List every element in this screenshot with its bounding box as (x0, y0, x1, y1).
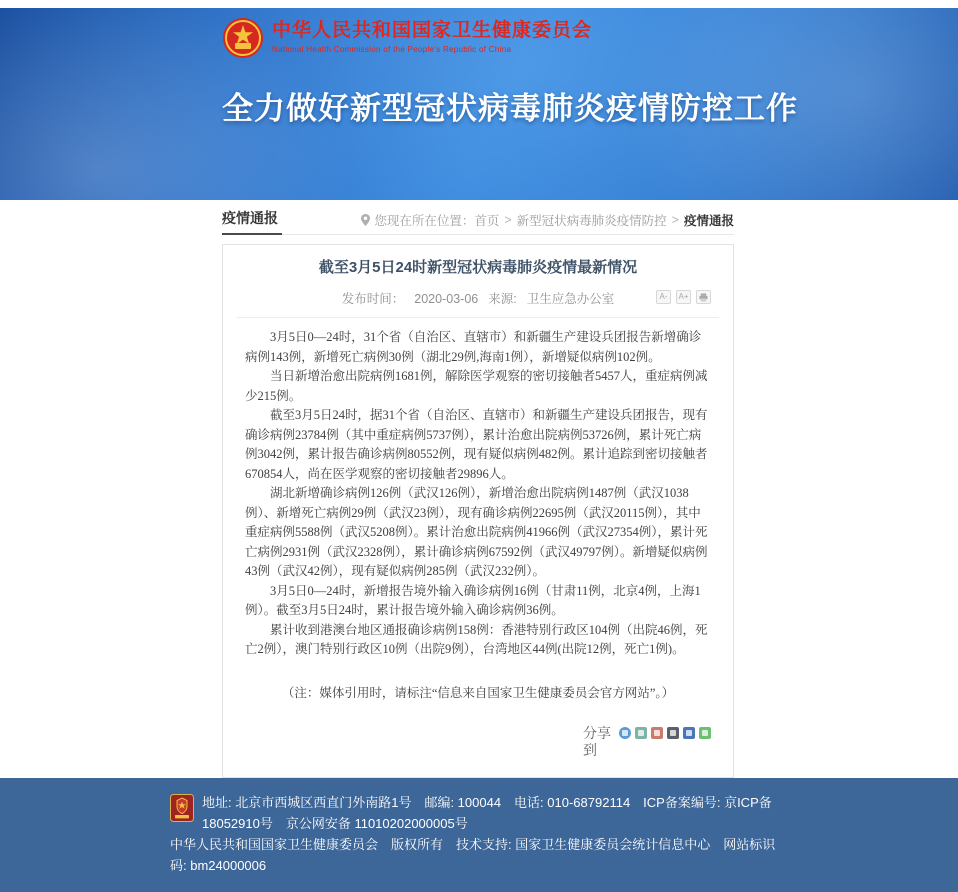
public-security-badge-icon (170, 794, 194, 822)
font-smaller-button[interactable]: A- (656, 290, 671, 304)
page-footer (0, 778, 958, 892)
breadcrumb-separator: > (504, 213, 512, 227)
paragraph: 3月5日0—24时，新增报告境外输入确诊病例16例（甘肃11例，北京4例，上海1例）。截至3月5日24时，累计报告境外输入确诊病例36例。 (245, 583, 701, 617)
breadcrumb (361, 211, 734, 229)
print-button[interactable] (696, 290, 711, 304)
publish-label: 发布时间： (341, 292, 405, 306)
national-emblem-icon (222, 17, 264, 59)
site-logo[interactable] (222, 17, 742, 59)
org-name-en: National Health Commission of the People's Republic of China (272, 45, 512, 54)
share-icons (619, 727, 711, 739)
tab-epidemic-bulletin[interactable]: 疫情通报 (222, 208, 282, 235)
breadcrumb-separator: > (671, 213, 679, 227)
location-pin-icon (361, 214, 370, 226)
article-box (222, 244, 734, 778)
paragraph: 截至3月5日24时，据31个省（自治区、直辖市）和新疆生产建设兵团报告，现有确诊病例23784例（其中重症病例5737例），累计治愈出院病例53726例，累计死亡病例3042例，累计报告确诊病例80552例，现有疑似病例482例。累计追踪到密切接触者670854人，尚在医学观察的密切接触者29896人。 (245, 408, 708, 481)
article-body (245, 328, 711, 703)
share-icon[interactable] (667, 727, 679, 739)
breadcrumb-home[interactable]: 首页 (474, 214, 500, 228)
citation-note: （注：媒体引用时，请标注“信息来自国家卫生健康委员会官方网站”。） (281, 685, 675, 700)
source-label: 来源: (488, 292, 517, 306)
article-tools (656, 290, 711, 304)
share-label: 分享到 (583, 725, 611, 758)
breadcrumb-row (222, 208, 734, 235)
paragraph: 湖北新增确诊病例126例（武汉126例），新增治愈出院病例1487例（武汉1038例）、新增死亡病例29例（武汉23例），现有确诊病例22695例（武汉20115例），其中重症病例5588例（武汉5208例）。累计治愈出院病例41966例（武汉27354例），累计死亡病例2931例（武汉2328例），累计确诊病例67592例（武汉49797例）。新增疑似病例43例（武汉42例），现有疑似病例285例（武汉232例）。 (245, 486, 708, 578)
footer-line2: 中华人民共和国国家卫生健康委员会 版权所有 技术支持: 国家卫生健康委员会统计信息中心 网站标识码: bm24000006 (170, 837, 776, 873)
source-value: 卫生应急办公室 (526, 292, 615, 306)
breadcrumb-section[interactable]: 新型冠状病毒肺炎疫情防控 (516, 214, 667, 228)
location-prefix: 您现在所在位置： (374, 214, 475, 228)
banner-title: 全力做好新型冠状病毒肺炎疫情防控工作 (222, 91, 798, 126)
content-column (222, 200, 734, 778)
top-strip (0, 0, 958, 8)
article-title: 截至3月5日24时新型冠状病毒肺炎疫情最新情况 (318, 259, 638, 276)
paragraph: 当日新增治愈出院病例1681例，解除医学观察的密切接触者5457人，重症病例减少215例。 (245, 369, 708, 403)
share-icon[interactable] (651, 727, 663, 739)
publish-date: 2020-03-06 (414, 292, 479, 306)
header-banner (0, 8, 958, 200)
share-row (245, 725, 711, 759)
paragraph: 累计收到港澳台地区通报确诊病例158例：香港特别行政区104例（出院46例，死亡2例），澳门特别行政区10例（出院9例），台湾地区44例(出院12例，死亡1例)。 (245, 622, 708, 656)
divider (237, 317, 719, 318)
org-name-cn: 中华人民共和国国家卫生健康委员会 (272, 20, 593, 41)
font-larger-button[interactable]: A+ (676, 290, 691, 304)
share-icon[interactable] (683, 727, 695, 739)
publish-row (245, 290, 711, 308)
footer-line1: 地址: 北京市西城区西直门外南路1号 邮编: 100044 电话: 010-68792114 ICP备案编号: 京ICP备18052910号 京公网安备 11010202000005号 (202, 795, 772, 831)
breadcrumb-current: 疫情通报 (683, 214, 734, 228)
share-icon[interactable] (699, 727, 711, 739)
printer-icon (699, 293, 708, 302)
paragraph: 3月5日0—24时，31个省（自治区、直辖市）和新疆生产建设兵团报告新增确诊病例143例，新增死亡病例30例（湖北29例,海南1例），新增疑似病例102例。 (245, 330, 702, 364)
share-icon[interactable] (635, 727, 647, 739)
share-icon[interactable] (619, 727, 631, 739)
